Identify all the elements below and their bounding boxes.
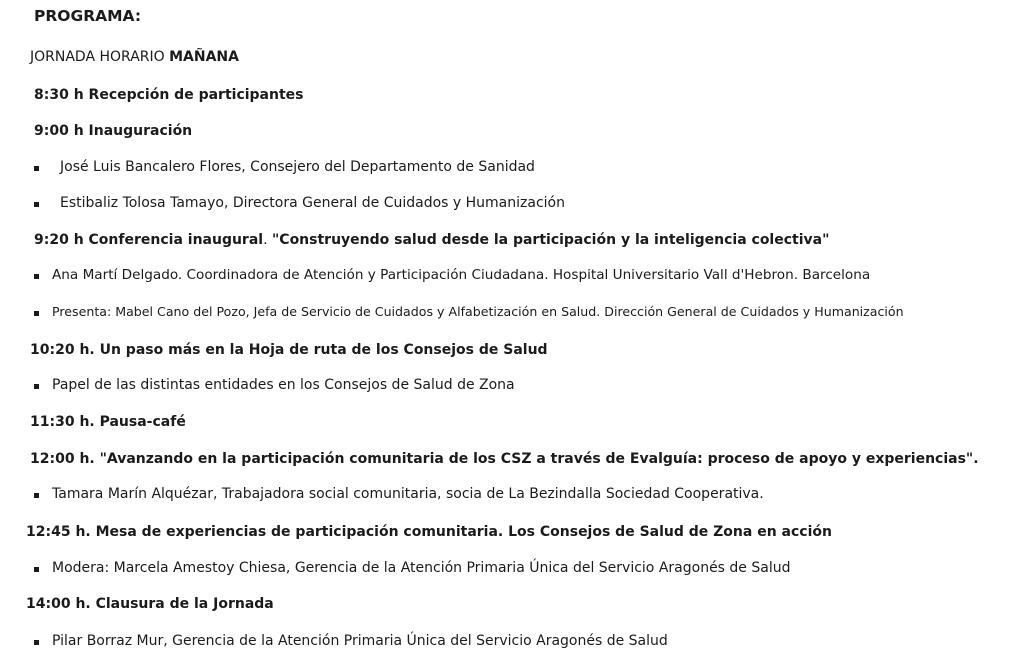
bullet-icon <box>34 493 39 498</box>
item-evalguia: 12:00 h. "Avanzando en la participación comunitaria de los CSZ a través de Evalguía: proceso de apoyo y experiencias". <box>30 451 979 467</box>
item-coffee-break: 11:30 h. Pausa-café <box>30 414 186 430</box>
list-item: José Luis Bancalero Flores, Consejero del Departamento de Sanidad <box>60 159 535 175</box>
bullet-icon <box>34 384 39 389</box>
session-emph: MAÑANA <box>169 49 239 65</box>
bullet-icon <box>34 166 39 171</box>
list-item: Presenta: Mabel Cano del Pozo, Jefa de Servicio de Cuidados y Alfabetización en Salud. Dirección General de Cuidados y Humanización <box>52 304 904 319</box>
list-item: Modera: Marcela Amestoy Chiesa, Gerencia de la Atención Primaria Única del Servicio Aragonés de Salud <box>52 560 791 576</box>
item-closing: 14:00 h. Clausura de la Jornada <box>26 596 274 612</box>
item-inauguration: 9:00 h Inauguración <box>34 123 193 139</box>
bullet-icon <box>34 640 39 645</box>
list-item: Tamara Marín Alquézar, Trabajadora social comunitaria, socia de La Bezindalla Sociedad Cooperativa. <box>52 486 764 502</box>
list-item: Estibaliz Tolosa Tamayo, Directora General de Cuidados y Humanización <box>60 195 565 211</box>
session-prefix: JORNADA HORARIO <box>30 49 170 65</box>
list-item: Pilar Borraz Mur, Gerencia de la Atención Primaria Única del Servicio Aragonés de Salud <box>52 633 668 649</box>
bullet-icon <box>34 274 39 279</box>
bullet-icon <box>34 567 39 572</box>
keynote-separator: . <box>263 232 272 248</box>
program-heading: PROGRAMA: <box>34 7 142 25</box>
session-line <box>30 48 239 66</box>
keynote-title: "Construyendo salud desde la participación y la inteligencia colectiva" <box>272 232 830 248</box>
item-experiences-panel: 12:45 h. Mesa de experiencias de participación comunitaria. Los Consejos de Salud de Zona en acción <box>26 524 832 540</box>
keynote-time: 9:20 h Conferencia inaugural <box>34 232 264 248</box>
list-item: Papel de las distintas entidades en los Consejos de Salud de Zona <box>52 377 515 393</box>
item-roadmap: 10:20 h. Un paso más en la Hoja de ruta de los Consejos de Salud <box>30 342 548 358</box>
bullet-icon <box>34 202 39 207</box>
item-keynote <box>34 231 829 249</box>
item-reception: 8:30 h Recepción de participantes <box>34 87 304 103</box>
list-item: Ana Martí Delgado. Coordinadora de Atención y Participación Ciudadana. Hospital Universitario Vall d'Hebron. Barcelona <box>52 267 871 283</box>
bullet-icon <box>34 311 39 316</box>
